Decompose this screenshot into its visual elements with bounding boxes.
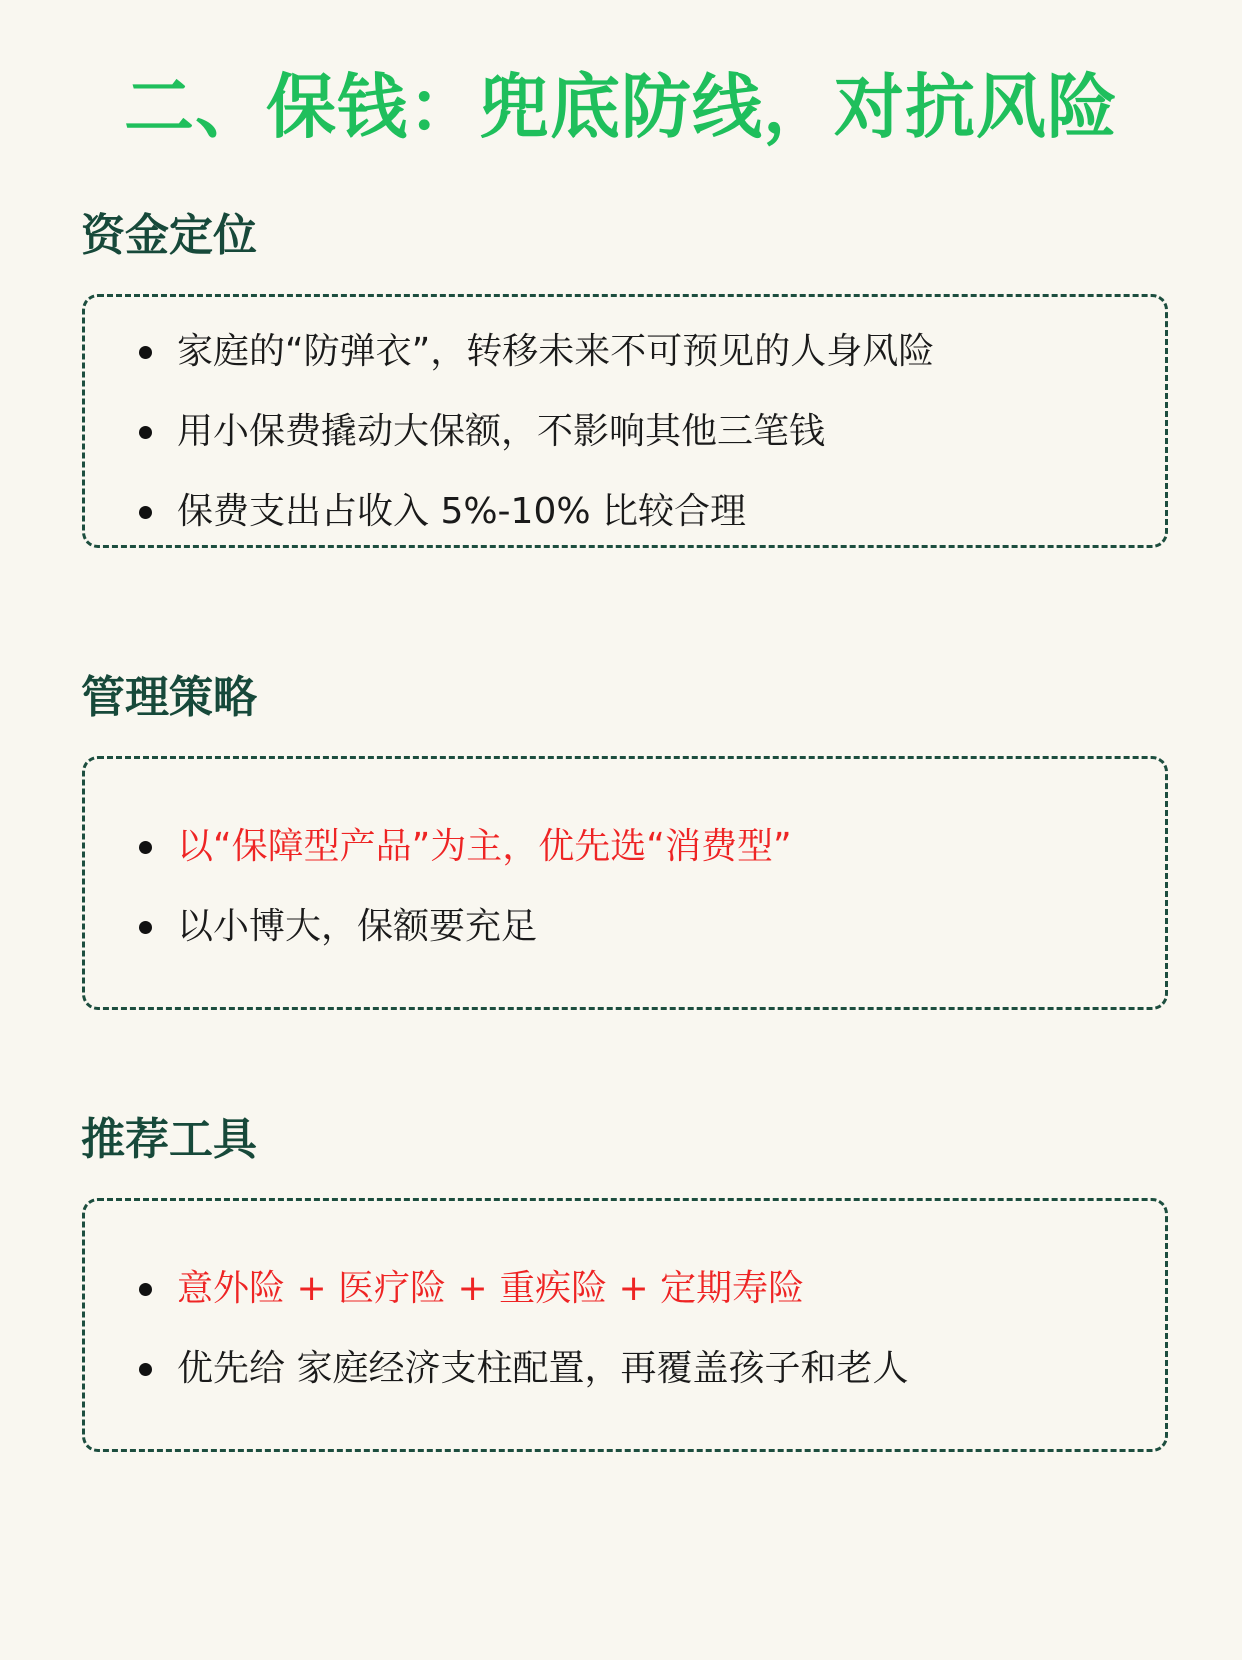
funding-position-list [85, 312, 1165, 552]
list-item-text: 以“保障型产品”为主，优先选“消费型” [177, 826, 792, 867]
management-strategy-list [85, 807, 1165, 967]
section-heading-funding-position: 资金定位 [81, 210, 257, 261]
management-strategy-box [82, 756, 1168, 1010]
list-item [85, 472, 1165, 552]
list-item [85, 312, 1165, 392]
list-item-text: 意外险 + 医疗险 + 重疾险 + 定期寿险 [177, 1268, 805, 1309]
recommended-tools-list [85, 1249, 1165, 1409]
list-item [85, 1329, 1165, 1409]
bullet-icon [139, 506, 152, 519]
bullet-icon [139, 346, 152, 359]
list-item [85, 1249, 1165, 1329]
bullet-icon [139, 841, 152, 854]
bullet-icon [139, 426, 152, 439]
list-item-text: 优先给 家庭经济支柱配置，再覆盖孩子和老人 [177, 1348, 909, 1389]
bullet-icon [139, 921, 152, 934]
list-item [85, 392, 1165, 472]
list-item-text: 保费支出占收入 5%-10% 比较合理 [177, 491, 747, 532]
list-item-text: 以小博大，保额要充足 [177, 906, 538, 947]
list-item-text: 家庭的“防弹衣”，转移未来不可预见的人身风险 [177, 331, 935, 372]
funding-position-box [82, 294, 1168, 548]
section-heading-management-strategy: 管理策略 [81, 672, 257, 723]
list-item [85, 807, 1165, 887]
section-heading-recommended-tools: 推荐工具 [81, 1114, 257, 1165]
list-item [85, 887, 1165, 967]
bullet-icon [139, 1363, 152, 1376]
page-title: 二、保钱：兜底防线，对抗风险 [124, 66, 1118, 148]
list-item-text: 用小保费撬动大保额，不影响其他三笔钱 [177, 411, 826, 452]
bullet-icon [139, 1283, 152, 1296]
recommended-tools-box [82, 1198, 1168, 1452]
